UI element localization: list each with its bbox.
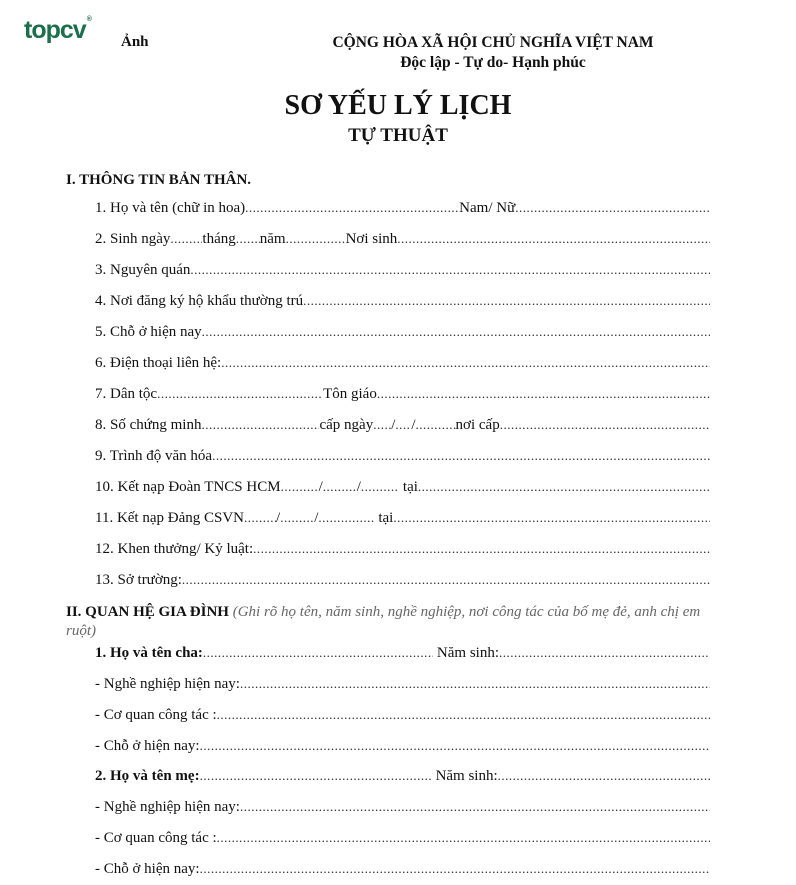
field-label: 10. Kết nạp Đoàn TNCS HCM [95,479,281,495]
field-label: - Nghề nghiệp hiện nay: [95,799,240,815]
fill-dots [499,645,710,661]
field-permanent-residence[interactable] [95,293,710,315]
fill-dots [373,417,391,433]
field-label: 4. Nơi đăng ký hộ khẩu thường trú [95,293,304,309]
fill-dots [221,355,710,371]
field-mother-name[interactable] [95,768,710,790]
field-label: / [391,417,396,433]
fill-dots [217,830,710,846]
nation-line-2: Độc lập - Tự do- Hạnh phúc [400,54,586,71]
nation-line-1: CỘNG HÒA XÃ HỘI CHỦ NGHĨA VIỆT NAM [332,34,654,51]
field-label: 9. Trình độ văn hóa [95,448,213,464]
field-label: năm [259,231,286,247]
fill-dots [416,417,456,433]
section-2-heading [66,603,726,641]
field-label: tháng [202,231,236,247]
field-label: - Chỗ ở hiện nay: [95,861,200,877]
fill-dots [217,707,710,723]
field-label: - Cơ quan công tác : [95,707,217,723]
photo-label: Ảnh [121,34,149,50]
field-full-name[interactable] [95,200,710,222]
fill-dots [200,738,710,754]
field-id-card[interactable] [95,417,710,439]
fill-dots [253,541,710,557]
fill-dots [323,479,357,495]
field-ethnicity-religion[interactable] [95,386,710,408]
fill-dots [170,231,202,247]
field-label: / [276,510,281,526]
section-1-heading: I. THÔNG TIN BẢN THÂN. [66,172,252,188]
fill-dots [202,324,710,340]
field-mother-job[interactable] [95,799,710,821]
fill-dots [240,676,710,692]
fill-dots [395,417,411,433]
fill-dots [190,262,710,278]
field-label: 2. Họ và tên mẹ: [95,768,200,784]
field-label: 11. Kết nạp Đảng CSVN [95,510,245,526]
fill-dots [281,479,319,495]
field-label: / [318,479,323,495]
fill-dots [245,200,459,216]
field-father-workplace[interactable] [95,707,710,729]
field-label: / [356,479,361,495]
field-label: - Nghề nghiệp hiện nay: [95,676,240,692]
field-label: 8. Số chứng minh [95,417,202,433]
field-label: 6. Điện thoại liên hệ: [95,355,222,371]
field-awards[interactable] [95,541,710,563]
fill-dots [361,479,397,495]
field-phone[interactable] [95,355,710,377]
fill-dots [236,231,260,247]
fill-dots [397,231,710,247]
field-label: / [314,510,319,526]
field-label: 5. Chỗ ở hiện nay [95,324,202,340]
fill-dots [240,799,710,815]
field-mother-address[interactable] [95,861,710,883]
field-label: 2. Sinh ngày [95,231,171,247]
fill-dots [182,572,710,588]
field-label: 13. Sở trường: [95,572,182,588]
field-party[interactable] [95,510,710,532]
fill-dots [318,510,374,526]
fill-dots [203,645,433,661]
national-motto [322,33,664,73]
field-current-address[interactable] [95,324,710,346]
fill-dots [515,200,710,216]
fill-dots [286,231,346,247]
field-strengths[interactable] [95,572,710,594]
field-label: Tôn giáo [323,386,377,402]
fill-dots [418,479,710,495]
section-2-title: II. QUAN HỆ GIA ĐÌNH [66,604,229,620]
field-education[interactable] [95,448,710,470]
document-subtitle: TỰ THUẬT [348,125,448,146]
field-label: Nơi sinh [345,231,398,247]
field-label: / [411,417,416,433]
field-label: Năm sinh: [436,645,500,661]
field-label: 1. Họ và tên (chữ in hoa) [95,200,246,216]
field-label: cấp ngày [319,417,374,433]
fill-dots [200,861,710,877]
field-birth[interactable] [95,231,710,253]
fill-dots [498,768,710,784]
field-father-address[interactable] [95,738,710,760]
topcv-logo: topcv® [24,16,91,44]
field-label: 1. Họ và tên cha: [95,645,203,661]
field-label: 7. Dân tộc [95,386,158,402]
fill-dots [303,293,710,309]
field-label: Năm sinh: [435,768,498,784]
field-label: - Cơ quan công tác : [95,830,217,846]
field-label: - Chỗ ở hiện nay: [95,738,200,754]
field-youth-union[interactable] [95,479,710,501]
fill-dots [212,448,710,464]
section-2-note: (Ghi rõ họ tên, năm sinh, nghề nghiệp, nơi công tác của bố mẹ đẻ, anh chị em ruột) [66,604,701,639]
document-title: SƠ YẾU LÝ LỊCH [284,90,512,121]
fill-dots [280,510,314,526]
fill-dots [157,386,323,402]
field-father-name[interactable] [95,645,710,667]
field-label: 12. Khen thưởng/ Kỷ luật: [95,541,254,557]
fill-dots [500,417,710,433]
field-label: nơi cấp [455,417,500,433]
field-label: tại [378,510,394,526]
fill-dots [377,386,710,402]
fill-dots [393,510,710,526]
field-label: tại [402,479,418,495]
fill-dots [200,768,432,784]
field-mother-workplace[interactable] [95,830,710,852]
field-hometown[interactable] [95,262,710,284]
fill-dots [201,417,319,433]
field-father-job[interactable] [95,676,710,698]
field-label: Nam/ Nữ [459,200,516,216]
fill-dots [244,510,276,526]
field-label: 3. Nguyên quán [95,262,191,278]
